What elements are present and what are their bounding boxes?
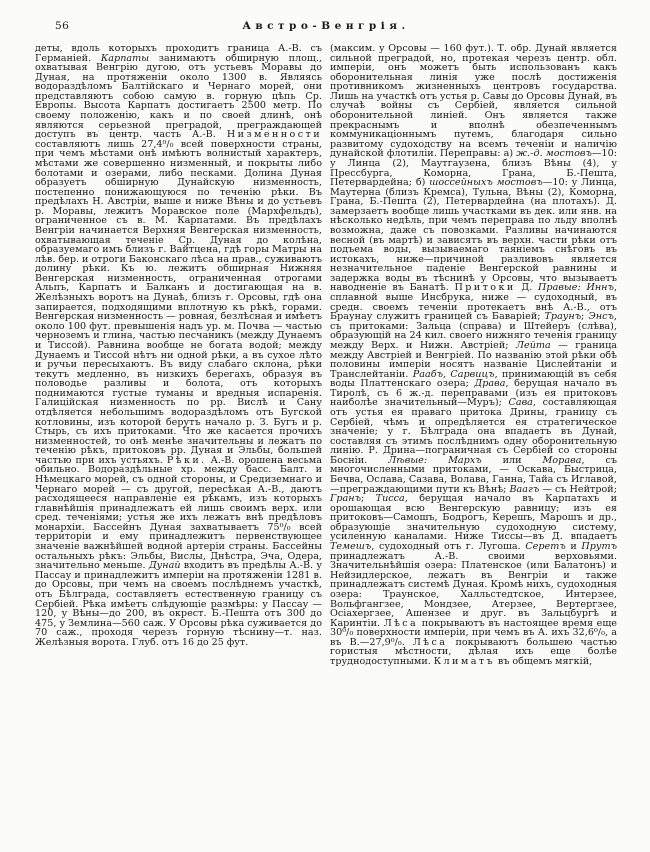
text-run: Д. <box>515 282 539 294</box>
italic-run: Лейта <box>515 339 551 351</box>
italic-run: Прутъ <box>581 541 617 553</box>
italic-run: Карпаты <box>100 52 150 64</box>
italic-run: Ваагъ <box>509 483 540 495</box>
spaced-run: Климатъ <box>433 656 496 667</box>
page-header <box>35 20 617 36</box>
text-run: деты, вдоль которыхъ проходитъ граница А.-В. съ Германіей. <box>35 44 322 64</box>
text-run: , составляющая отъ устья ея праваго притока Дрины, границу съ Сербіей, чѣмъ и опредѣляется ея стратегическое значеніе; у г. Бѣлграда она впадаетъ въ Дунай, составляя съ этимъ послѣднимъ одну оборонительную линію. Р. Дрина—пограничная съ Сербіей со стороны Босніи. <box>330 397 617 466</box>
running-head: Австро-Венгрія. <box>242 20 410 32</box>
italic-run: Сава <box>508 397 533 409</box>
text-run: входитъ въ предѣлы А.-В. у Пассау и принадлежитъ имперіи на протяженіи 1281 в. до Орсовы, при чемъ на своемъ послѣднемъ участкѣ, отъ Бѣлграда, составляетъ естественную границу съ Сербіей. Рѣка имѣетъ слѣдующіе размѣры: у Пассау — 120, у Вѣны—до 200, въ окрест. Б.-Пешта отъ 300 до 475, у Землина—560 саж. У Орсовы рѣка суживается до 70 саж., проходя черезъ горную тѣснину—т. наз. Желѣзныя ворота. Глуб. отъ 16 до 25 фут. <box>35 560 322 648</box>
italic-run: Гранъ <box>330 493 362 505</box>
text-run: занимаютъ обширную площ., охватывая Венгрію дугою, отъ устьевъ Моравы до Дуная, на протяженіи около 1300 в. Являясь водораздѣломъ Балтійскаго и Чернаго морей, они представляютъ собою самую в. горную цѣпь Ср. Европы. Высота Карпатъ достигаетъ 2500 метр. По своему положенію, какъ и по своей длинѣ, онѣ являются серьезной преградой, преграждающей доступъ въ центр. часть А.-В. <box>35 52 322 141</box>
text-columns <box>35 44 617 852</box>
text-run: , берущая начало въ Карпатахъ и орошающая всю Венгерскую равницу; изъ ея притоковъ—Самошъ, Бодрогъ, Керешъ, Марошъ и др., образующіе значительную судоходную систему, усиленную каналами. Ниже Тиссы—въ Д. впадаетъ <box>330 493 617 543</box>
text-run: , принимающій въ себя воды Платтенскаго озера; <box>330 368 617 390</box>
spaced-run: Низменности <box>226 129 322 141</box>
spaced-run: Притоки <box>454 282 516 294</box>
italic-run: Траунъ <box>544 311 582 323</box>
text-column-right <box>330 44 617 789</box>
text-column-left <box>35 44 322 789</box>
italic-run: Тисса <box>375 493 405 505</box>
text-run: , съ притоками: Зальца (справа) и Штейеръ (слѣва), образующій на 24 кил. своего нижняго теченія границу между Верх. и Нижн. Австріей; <box>330 311 617 351</box>
spaced-run: Рѣки. <box>166 454 207 466</box>
spaced-run: Лѣса <box>383 617 419 629</box>
italic-run: Раабъ, Сарвицъ <box>412 368 495 380</box>
italic-run: Иннъ <box>586 282 614 294</box>
text-run: , судоходный отъ г. Лугоша. <box>371 541 526 553</box>
italic-run: Дунай <box>148 560 181 572</box>
italic-run: Энсъ <box>588 311 614 323</box>
text-run: А.-В. орошена весьма обильно. Водораздѣльные хр. между басс. Балт. и Нѣмецкаго морей, съ одной стороны, и Средиземнаго и Чернаго морей — съ другой, пересѣкая А.-В., даютъ расходящееся направленіе ея рѣкамъ, изъ которыхъ главнѣйшія принадлежатъ ей лишь своимъ верх. или сред. теченіями; устья же ихъ лежатъ внѣ предѣловъ монархіи. Бассейнъ Дуная захватываетъ 75⁰/₀ всей территоріи и ему принадлежитъ первенствующее значеніе важнѣйшей водной артеріи страны. Бассейны остальныхъ рѣкъ: Эльбы, Вислы, Днѣстра, Эча, Одера, значительно меньше. <box>35 454 322 572</box>
text-run: (максим. у Орсовы — 160 фут.). Т. обр. Дунай является сильной преградой, но, протекая черезъ центр. обл. имперіи, онъ можетъ быть использованъ какъ оборонительная линія уже послѣ достиженія противникомъ жизненныхъ центровъ государства. Лишь на участкѣ отъ устья р. Савы до Орсовы Дунай, въ случаѣ войны съ Сербіей, является сильной оборонительной линіей. Онъ является также прекраснымъ и вполнѣ обезпеченнымъ коммуникаціоннымъ путемъ, благодаря сильно развитому судоходству на всемъ теченіи и наличію дунайской флотиліи. Переправы: а) <box>330 44 617 160</box>
italic-run: Серетъ <box>525 541 566 553</box>
text-run: принадлежатъ А.-В. своими верховьями. Значительнѣйшія озера: Платенское (или Балатонъ) и Нейзидлерское, лежатъ въ Венгріи и также принадлежатъ системѣ Дуная. Кромѣ нихъ, судоходныя озера: Траунское, Халльстедтское, Интерзее, Вольфгангзее, Мондзее, Атерзее, Вертергзее, Осіахергзее, Ашензее и друг. въ Зальцбургѣ и Каринтіи. <box>330 550 617 629</box>
text-run: составляютъ лишь 27,4⁰/₀ всей поверхности страны, при чемъ мѣстами онѣ имѣютъ волнистый характеръ, мѣстами же совершенно низменный, и покрыты либо болотами и озерами, либо песками. Долина Дуная образуетъ обширную Дунайскую низменность, постепенно понижающуюся по теченію рѣки. Въ предѣлахъ Н. Австріи, выше и ниже Вѣны и до устьевъ р. Моравы, лежитъ Моравское поле (Мархфельдъ), ограниченное съ в. М. Карпатами. Въ предѣлахъ Венгріи начинается Верхняя Венгерская низменность, охватывающая теченіе Ср. Дуная до колѣна, образуемаго имъ близъ г. Вайтцена, гдѣ горы Матры на лѣв. бер. и отроги Баконскаго лѣса на прав., суживаютъ долину рѣки. Къ ю. лежитъ обширная Нижняя Венгерская низменность, ограниченная отрогами Альпъ, Карпатъ и Балканъ и достигающая на в. Желѣзныхъ воротъ на Дунаѣ, близъ г. Орсовы, гдѣ она запирается, подходящими вплотную къ рѣкѣ, горами. Венгерская низменность — ровная, безлѣсная и имѣетъ около 100 фут. превышенія надъ ур. м. Почва — частью черноземъ и глина, частью песчаникъ (между Дунаемъ и Тиссой). Равнина вообще не богата водой; между Дунаемъ и Тиссой нѣтъ ни одной рѣки, а въ сухое лѣто и ручьи пересыхаютъ. Въ виду слабаго склона, рѣки текутъ медленно, въ низкихъ берегахъ, образуя въ половодье разливы и болота, отъ которыхъ поднимаются густые туманы и вредныя испаренія. Галиційская низменность по рр. Вислѣ и Сану отдѣляется небольшимъ водораздѣломъ отъ Бугской котловины, изъ которой берутъ начало р. З. Бугъ и р. Стырь, съ ихъ притоками. Что же касается прочихъ низменностей, то онѣ менѣе значительны и лежатъ по теченію рѣкъ, притоковъ рр. Дуная и Эльбы, большей частью при ихъ устьяхъ. <box>35 138 322 466</box>
text-run: — граница между Австріей и Венгріей. По названію этой рѣки обѣ половины имперіи носятъ названіе Цислейтаніи и Транслейтаніи. <box>330 339 617 380</box>
text-run: въ общемъ мягкій, <box>495 656 593 667</box>
text-run: —10: у Линца, Маутерна (близъ Кремса), Тульна, Вѣны (2), Коморна, Грана, Б.-Пешта (2), Петервардейна (на плотахъ). Д. замерзаетъ вообще лишь участками въ дек. или янв. на нѣсколько недѣль, при чемъ переправа по льду вполнѣ возможна, даже съ повозками. Разливы начинаются весной (въ мартѣ) и зависятъ въ верхн. части рѣки отъ подъема воды, вызываемаго таяніемъ снѣговъ въ истокахъ, ниже—причиной разливовъ является незначительное паденіе Венгерской равнины и задержка воды въ тѣснинѣ у Орсовы, что вызываетъ наводненіе въ Банатѣ. <box>330 177 617 294</box>
italic-run: ж.-д. мостовъ <box>516 148 592 160</box>
italic-run: шоссейныхъ мостовъ <box>429 177 543 189</box>
italic-run: Морава <box>542 454 582 466</box>
text-run: покрываютъ большею частью гористыя мѣстности, дѣлая ихъ еще болѣе труднодоступными. <box>330 636 617 667</box>
text-run: , берущая начало въ Тиролѣ, съ 6 ж.-д. переправами (изъ ея притоковъ наиболѣе значительный—Муръ); <box>330 378 617 409</box>
italic-run: Лѣвые: Мархъ <box>388 454 482 466</box>
italic-run: Темешъ <box>330 541 372 553</box>
text-run: ; <box>361 493 376 505</box>
spaced-run: Лѣса <box>412 636 448 648</box>
text-run: покрываютъ въ настоящее время еще 30⁰/₀ поверхности имперіи, при чемъ въ А. ихъ 32,6⁰/₀, а въ В.—27,9⁰/₀. <box>330 617 617 648</box>
text-run: , съ многочисленными притоками, — Оскава, Быстрица, Бечва, Ослава, Сазава, Волава, Ганна, Тайа съ Иглавой,—преграждающими пути къ Вѣнѣ; <box>330 454 617 495</box>
text-run: —10: у Линца (2), Маутгаузена, близъ Вѣны (4), у Прессбурга, Коморна, Грана, Б.-Пешта, Петервардейна; б) <box>330 148 617 189</box>
italic-run: Правые: <box>538 282 581 294</box>
text-run: , сплавной выше Инсбрука, ниже — судоходный, въ средн. своемъ теченіи протекаетъ внѣ А.-В., отъ Браунау служитъ границей съ Баваріей; <box>330 282 617 323</box>
page-number: 56 <box>55 20 70 32</box>
text-run: ; <box>581 311 589 323</box>
italic-run: Драва <box>474 378 506 390</box>
text-run: — съ Нейтрой; <box>539 483 617 495</box>
text-run: или <box>481 454 543 466</box>
text-run: и <box>565 541 582 553</box>
